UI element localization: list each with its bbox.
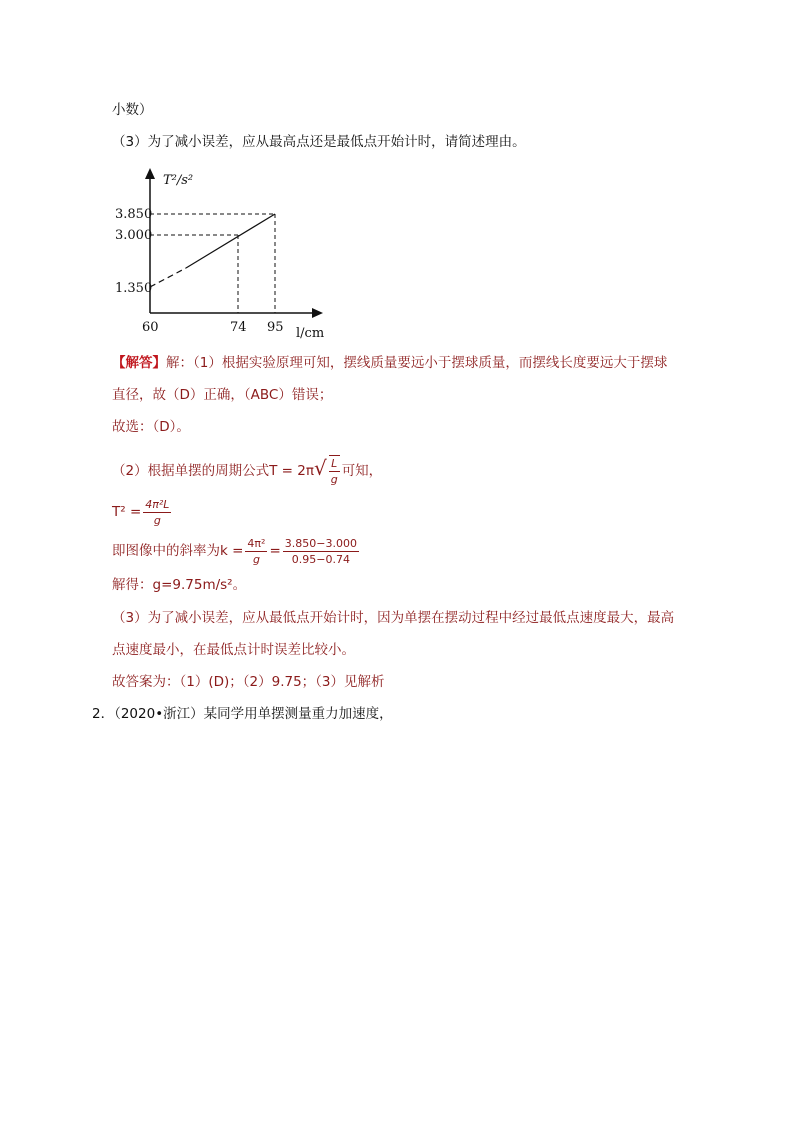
next-question: 2．（2020•浙江）某同学用单摆测量重力加速度， bbox=[92, 706, 393, 722]
slope-fraction-2 bbox=[283, 536, 359, 567]
x-axis-arrow bbox=[312, 308, 323, 318]
answer-line-1-text: 解：（1）根据实验原理可知，摆线质量要远小于摆球质量，而摆线长度要远大于摆球 bbox=[166, 355, 668, 371]
slope-frac2-num: 3.850−3.000 bbox=[284, 536, 357, 550]
y-axis-label: T²/s² bbox=[163, 173, 194, 188]
x-tick-95: 95 bbox=[267, 320, 284, 335]
slope-fraction-1 bbox=[245, 536, 267, 567]
y-axis-arrow bbox=[145, 168, 155, 179]
sqrt-fraction bbox=[329, 455, 340, 487]
period-formula-prefix: （2）根据单摆的周期公式T = 2π bbox=[112, 463, 314, 479]
t2-den: g bbox=[153, 513, 161, 527]
answer-line-1 bbox=[112, 353, 667, 373]
period-formula-suffix: 可知， bbox=[341, 463, 383, 479]
answer-line-6 bbox=[112, 532, 361, 570]
answer-tag: 【解答】 bbox=[112, 355, 166, 371]
answer-line-2: 直径，故（D）正确，（ABC）错误； bbox=[112, 387, 333, 403]
x-tick-60: 60 bbox=[142, 320, 159, 335]
slope-equals: = bbox=[269, 543, 281, 559]
question-line-tail: 小数） bbox=[112, 102, 153, 118]
t2-l-graph bbox=[108, 160, 348, 340]
question-part3: （3）为了减小误差，应从最高点还是最低点开始计时，请简述理由。 bbox=[112, 134, 526, 150]
sqrt-den: g bbox=[330, 473, 338, 486]
t2-num: 4π²L bbox=[145, 497, 170, 511]
slope-frac1-num: 4π² bbox=[247, 536, 266, 550]
answer-line-3: 故选：（D）。 bbox=[112, 419, 190, 435]
y-tick-1350: 1.350 bbox=[115, 281, 153, 296]
x-tick-74: 74 bbox=[230, 320, 247, 335]
t2-lhs: T² = bbox=[112, 504, 142, 520]
slope-frac2-den: 0.95−0.74 bbox=[291, 552, 350, 566]
answer-line-5 bbox=[112, 494, 173, 530]
answer-line-7: 解得：g=9.75m/s²。 bbox=[112, 577, 247, 593]
answer-line-10: 故答案为：（1）(D)；（2）9.75；（3）见解析 bbox=[112, 674, 385, 690]
slope-prefix: 即图像中的斜率为k = bbox=[112, 543, 244, 559]
y-tick-3000: 3.000 bbox=[115, 228, 153, 243]
sqrt-symbol: √ bbox=[313, 456, 327, 480]
sqrt-num: L bbox=[329, 456, 340, 472]
x-axis-label: l/cm bbox=[296, 326, 325, 341]
answer-line-8: （3）为了减小误差，应从最低点开始计时，因为单摆在摆动过程中经过最低点速度最大，最高 bbox=[112, 610, 675, 626]
data-line bbox=[186, 214, 275, 268]
answer-line-4 bbox=[112, 450, 382, 486]
t2-fraction bbox=[143, 497, 171, 528]
slope-frac1-den: g bbox=[252, 552, 260, 566]
y-tick-3850: 3.850 bbox=[115, 207, 153, 222]
answer-line-9: 点速度最小，在最低点计时误差比较小。 bbox=[112, 642, 355, 658]
data-line-extension bbox=[150, 268, 186, 287]
